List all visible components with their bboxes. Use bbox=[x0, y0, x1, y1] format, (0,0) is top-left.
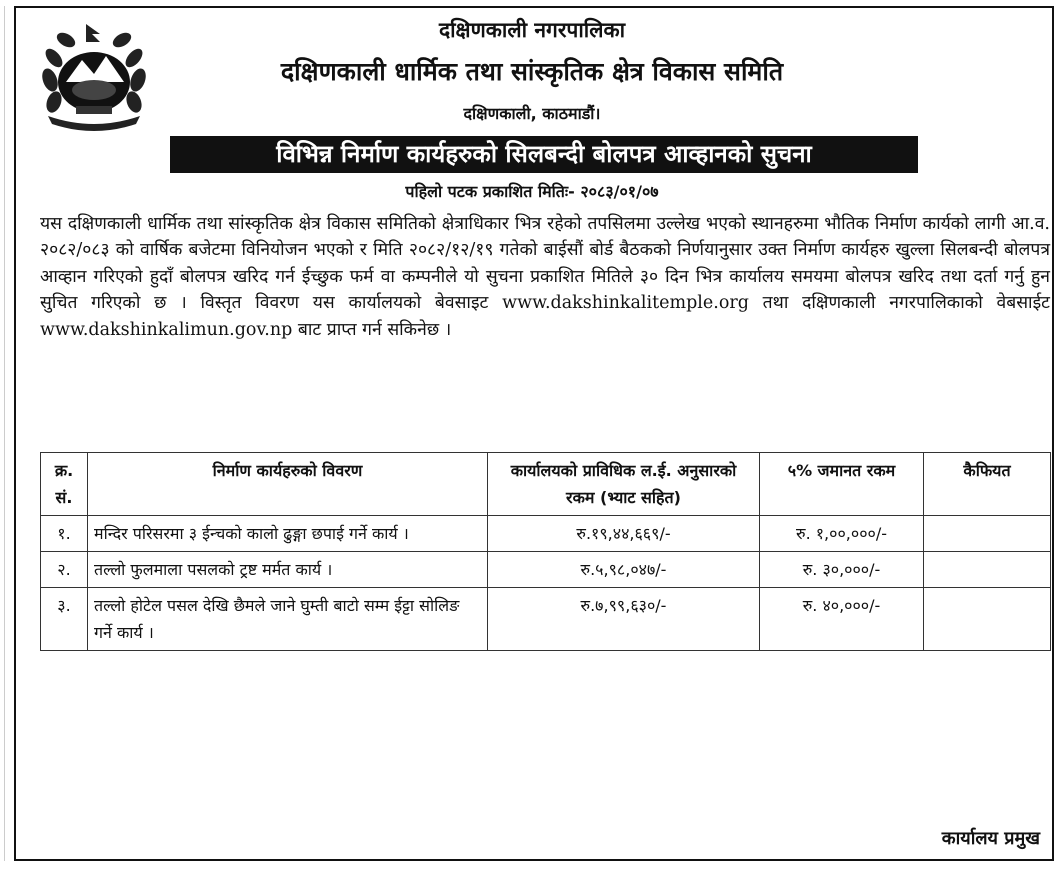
table-header-row bbox=[41, 453, 1051, 516]
table-row bbox=[41, 552, 1051, 588]
page-edge-line bbox=[4, 6, 5, 861]
notice-title: विभिन्न निर्माण कार्यहरुको सिलबन्दी बोलपत्र आव्हानको सुचना bbox=[170, 136, 918, 173]
row-remarks bbox=[924, 588, 1051, 651]
row-description: मन्दिर परिसरमा ३ ईन्चको कालो ढुङ्गा छपाई गर्ने कार्य । bbox=[88, 516, 488, 552]
municipality-name: दक्षिणकाली नगरपालिका bbox=[438, 18, 626, 42]
published-date: पहिलो पटक प्रकाशित मितिः- २०८३/०१/०७ bbox=[405, 182, 659, 201]
row-description: तल्लो होटेल पसल देखि छैमले जाने घुम्ती बाटो सम्म ईट्टा सोलिङ गर्ने कार्य । bbox=[88, 588, 488, 651]
row-guarantee: रु. ४०,०००/- bbox=[760, 588, 924, 651]
row-description: तल्लो फुलमाला पसलको ट्रष्ट मर्मत कार्य । bbox=[88, 552, 488, 588]
row-sn: ३. bbox=[41, 588, 88, 651]
row-guarantee: रु. १,००,०००/- bbox=[760, 516, 924, 552]
header-description: निर्माण कार्यहरुको विवरण bbox=[88, 453, 488, 516]
office-chief-signature: कार्यालय प्रमुख bbox=[941, 828, 1040, 849]
row-sn: २. bbox=[41, 552, 88, 588]
works-table bbox=[40, 452, 1051, 651]
row-sn: १. bbox=[41, 516, 88, 552]
committee-name: दक्षिणकाली धार्मिक तथा सांस्कृतिक क्षेत्र विकास समिति bbox=[280, 57, 784, 86]
row-guarantee: रु. ३०,०००/- bbox=[760, 552, 924, 588]
header-estimate: कार्यालयको प्राविधिक ल.ई. अनुसारको रकम (भ्याट सहित) bbox=[488, 453, 760, 516]
notice-body: यस दक्षिणकाली धार्मिक तथा सांस्कृतिक क्षेत्र विकास समितिको क्षेत्राधिकार भित्र रहेको तपसिलमा उल्लेख भएको स्थानहरुमा भौतिक निर्माण कार्यको लागी आ.व. २०८२/०८३ को वार्षिक बजेटमा विनियोजन भएको र मिति २०८२/१२/१९ गतेको बाईसौं बोर्ड बैठकको निर्णयानुसार उक्त निर्माण कार्यहरु खुल्ला सिलबन्दी बोलपत्र आव्हान गरिएको हुदाँ बोलपत्र खरिद गर्न ईच्छुक फर्म वा कम्पनीले यो सुचना प्रकाशित मितिले ३० दिन भित्र कार्यालय समयमा बोलपत्र खरिद तथा दर्ता गर्नु हुन सुचित गरिएको छ । विस्तृत विवरण यस कार्यालयको बेवसाइट www.dakshinkalitemple.org तथा दक्षिणकाली नगरपालिकाको वेबसाईट www.dakshinkalimun.gov.np बाट प्राप्त गर्न सकिनेछ । bbox=[40, 214, 1050, 340]
notice-frame bbox=[14, 6, 1054, 861]
table-row bbox=[41, 588, 1051, 651]
row-estimate: रु.७,९९,६३०/- bbox=[488, 588, 760, 651]
header-remarks: कैफियत bbox=[924, 453, 1051, 516]
row-remarks bbox=[924, 516, 1051, 552]
header-guarantee: ५% जमानत रकम bbox=[760, 453, 924, 516]
table-row bbox=[41, 516, 1051, 552]
header-sn: क्र. सं. bbox=[41, 453, 88, 516]
row-remarks bbox=[924, 552, 1051, 588]
row-estimate: रु.१९,४४,६६९/- bbox=[488, 516, 760, 552]
row-estimate: रु.५,९८,०४७/- bbox=[488, 552, 760, 588]
location: दक्षिणकाली, काठमाडौं। bbox=[463, 104, 601, 123]
